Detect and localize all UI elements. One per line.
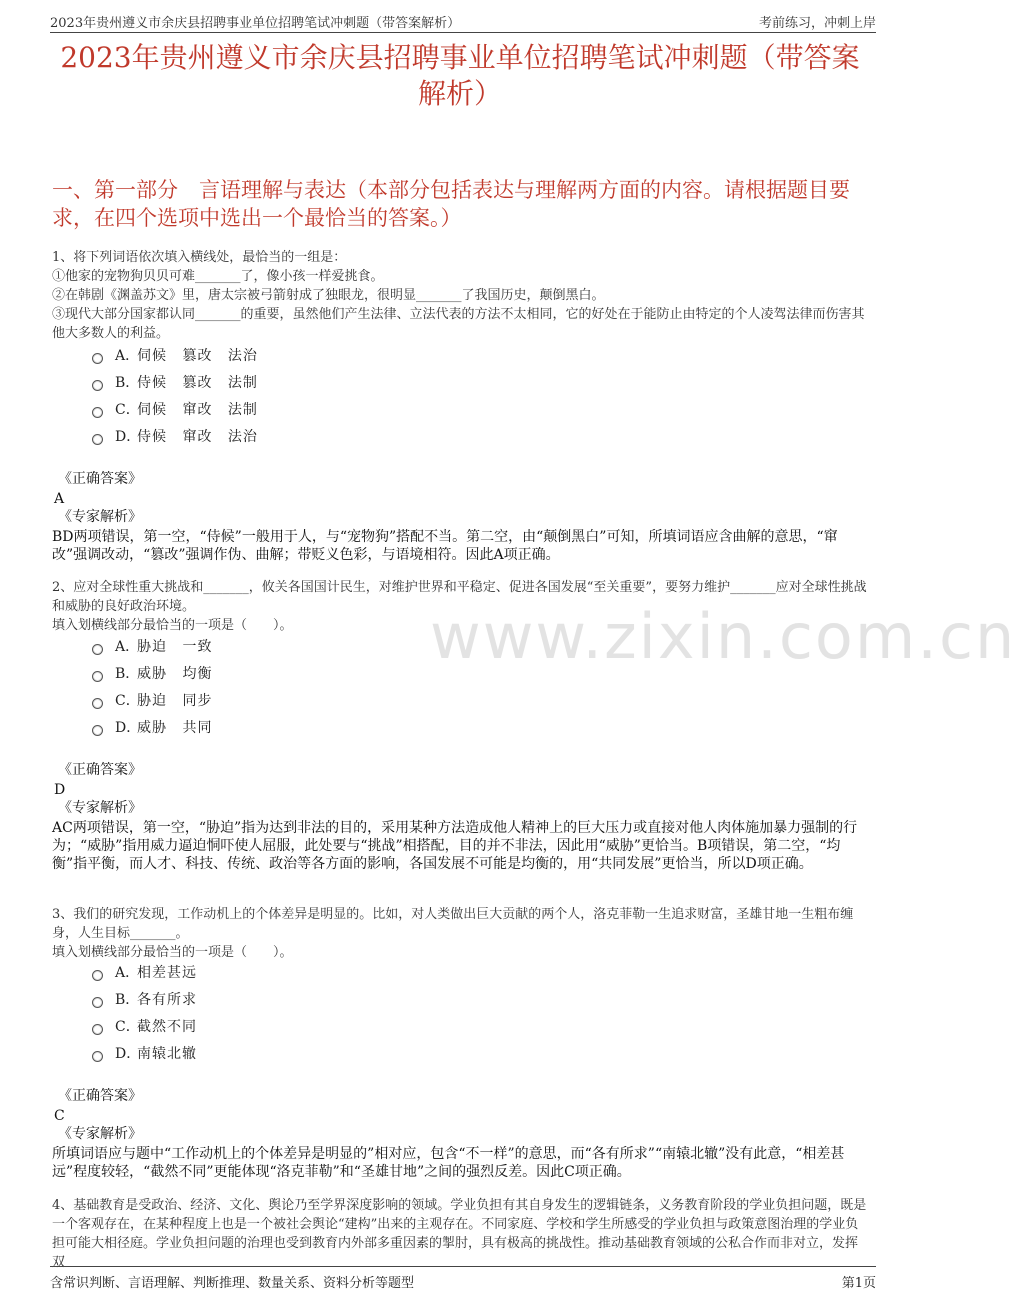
page-footer bbox=[50, 1266, 876, 1291]
header-doc-title: 2023年贵州遵义市余庆县招聘事业单位招聘笔试冲刺题（带答案解析） bbox=[50, 16, 461, 31]
option-b[interactable]: B． 威胁 均衡 bbox=[92, 661, 212, 688]
radio-button-icon[interactable] bbox=[92, 1051, 103, 1062]
radio-button-icon[interactable] bbox=[92, 644, 103, 655]
question-3-options bbox=[92, 960, 197, 1068]
header-slogan: 考前练习，冲刺上岸 bbox=[758, 16, 876, 31]
analysis-label: 《专家解析》 bbox=[58, 1126, 142, 1142]
question-2-answer bbox=[52, 761, 868, 873]
radio-button-icon[interactable] bbox=[92, 970, 103, 981]
analysis-text: BD两项错误，第一空，“侍候”一般用于人，与“宠物狗”搭配不当。第二空，由“颠倒黑白”可知，所填词语应含曲解的意思，“窜改”强调改动，“篡改”强调作伪、曲解；带贬义色彩，与语境相符。因此A项正确。 bbox=[52, 529, 838, 563]
option-b[interactable]: B． 侍候 篡改 法制 bbox=[92, 370, 258, 397]
question-stem-line: 4、基础教育是受政治、经济、文化、舆论乃至学界深度影响的领域。学业负担有其自身发生的逻辑链条，义务教育阶段的学业负担问题，既是一个客观存在，在某种程度上也是一个被社会舆论“建构”出来的主观存在。不同家庭、学校和学生所感受的学业负担与政策意图治理的学业负担可能大相径庭。学业负担问题的治理也受到教育内外部多重因素的掣肘，具有极高的挑战性。推动基础教育领域的公私合作而非对立，发挥双 bbox=[52, 1198, 867, 1270]
answer-label: 《正确答案》 bbox=[58, 762, 142, 778]
question-1-stem bbox=[52, 248, 868, 343]
analysis-text: 所填词语应与题中“工作动机上的个体差异是明显的”相对应，包含“不一样”的意思，而“各有所求”“南辕北辙”没有此意，“相差甚远”程度较轻，“截然不同”更能体现“洛克菲勒”和“圣雄甘地”之间的强烈反差。因此C项正确。 bbox=[52, 1146, 845, 1180]
option-c[interactable]: C． 截然不同 bbox=[92, 1014, 197, 1041]
question-stem-line: ①他家的宠物狗贝贝可难_______了，像小孩一样爱挑食。 bbox=[52, 269, 384, 284]
question-4-stem bbox=[52, 1196, 868, 1270]
option-c[interactable]: C． 伺候 窜改 法制 bbox=[92, 397, 258, 424]
question-stem-line: 填入划横线部分最恰当的一项是（ ）。 bbox=[52, 618, 293, 633]
answer-label: 《正确答案》 bbox=[58, 471, 142, 487]
radio-button-icon[interactable] bbox=[92, 434, 103, 445]
page-header bbox=[50, 10, 876, 33]
answer-value: A bbox=[54, 491, 65, 507]
answer-value: C bbox=[54, 1108, 65, 1124]
question-stem-line: 3、我们的研究发现，工作动机上的个体差异是明显的。比如，对人类做出巨大贡献的两个人，洛克菲勒一生追求财富，圣雄甘地一生粗布缠身，人生目标_______。 bbox=[52, 907, 854, 941]
document-title: 2023年贵州遵义市余庆县招聘事业单位招聘笔试冲刺题（带答案解析） bbox=[60, 41, 860, 110]
analysis-label: 《专家解析》 bbox=[58, 800, 142, 816]
analysis-text: AC两项错误，第一空，“胁迫”指为达到非法的目的，采用某种方法造成他人精神上的巨大压力或直接对他人肉体施加暴力强制的行为；“威胁”指用威力逼迫恫吓使人屈服，此处要与“挑战”相搭配，目的并不非法，因此用“威胁”更恰当。B项错误，第二空，“均衡”指平衡，而人才、科技、传统、政治等各方面的影响，各国发展不可能是均衡的，用“共同发展”更恰当，所以D项正确。 bbox=[52, 820, 858, 872]
question-stem-line: 1、将下列词语依次填入横线处，最恰当的一组是： bbox=[52, 250, 347, 265]
radio-button-icon[interactable] bbox=[92, 997, 103, 1008]
question-stem-line: 2、应对全球性重大挑战和_______，攸关各国国计民生，对维护世界和平稳定、促进各国发展“至关重要”，要努力维护_______应对全球性挑战和威胁的良好政治环境。 bbox=[52, 580, 867, 614]
radio-button-icon[interactable] bbox=[92, 698, 103, 709]
radio-button-icon[interactable] bbox=[92, 407, 103, 418]
question-2-stem bbox=[52, 578, 868, 635]
radio-button-icon[interactable] bbox=[92, 353, 103, 364]
question-3-stem bbox=[52, 905, 868, 962]
footer-question-types: 含常识判断、言语理解、判断推理、数量关系、资料分析等题型 bbox=[50, 1276, 415, 1291]
option-a[interactable]: A． 胁迫 一致 bbox=[92, 634, 212, 661]
section-heading: 一、第一部分 言语理解与表达（本部分包括表达与理解两方面的内容。请根据题目要求，在四个选项中选出一个最恰当的答案。） bbox=[52, 178, 850, 230]
analysis-label: 《专家解析》 bbox=[58, 509, 142, 525]
option-a[interactable]: A． 相差甚远 bbox=[92, 960, 197, 987]
question-1-options bbox=[92, 343, 258, 451]
option-a[interactable]: A． 伺候 篡改 法治 bbox=[92, 343, 258, 370]
radio-button-icon[interactable] bbox=[92, 671, 103, 682]
question-stem-line: ②在韩剧《渊盖苏文》里，唐太宗被弓箭射成了独眼龙，很明显_______了我国历史，颠倒黑白。 bbox=[52, 288, 605, 303]
question-stem-line: 填入划横线部分最恰当的一项是（ ）。 bbox=[52, 945, 293, 960]
option-d[interactable]: D． 侍候 窜改 法治 bbox=[92, 424, 258, 451]
radio-button-icon[interactable] bbox=[92, 380, 103, 391]
question-stem-line: ③现代大部分国家都认同_______的重要，虽然他们产生法律、立法代表的方法不太相同，它的好处在于能防止由特定的个人凌驾法律而伤害其他大多数人的利益。 bbox=[52, 307, 865, 341]
answer-label: 《正确答案》 bbox=[58, 1088, 142, 1104]
option-b[interactable]: B． 各有所求 bbox=[92, 987, 197, 1014]
watermark: www.zixin.com.cn bbox=[430, 600, 1016, 673]
radio-button-icon[interactable] bbox=[92, 1024, 103, 1035]
question-2-options bbox=[92, 634, 212, 742]
page-number: 第1页 bbox=[841, 1276, 876, 1291]
radio-button-icon[interactable] bbox=[92, 725, 103, 736]
question-1-answer bbox=[52, 470, 868, 564]
option-c[interactable]: C． 胁迫 同步 bbox=[92, 688, 212, 715]
question-3-answer bbox=[52, 1087, 868, 1181]
option-d[interactable]: D． 威胁 共同 bbox=[92, 715, 212, 742]
answer-value: D bbox=[54, 782, 66, 798]
option-d[interactable]: D． 南辕北辙 bbox=[92, 1041, 197, 1068]
